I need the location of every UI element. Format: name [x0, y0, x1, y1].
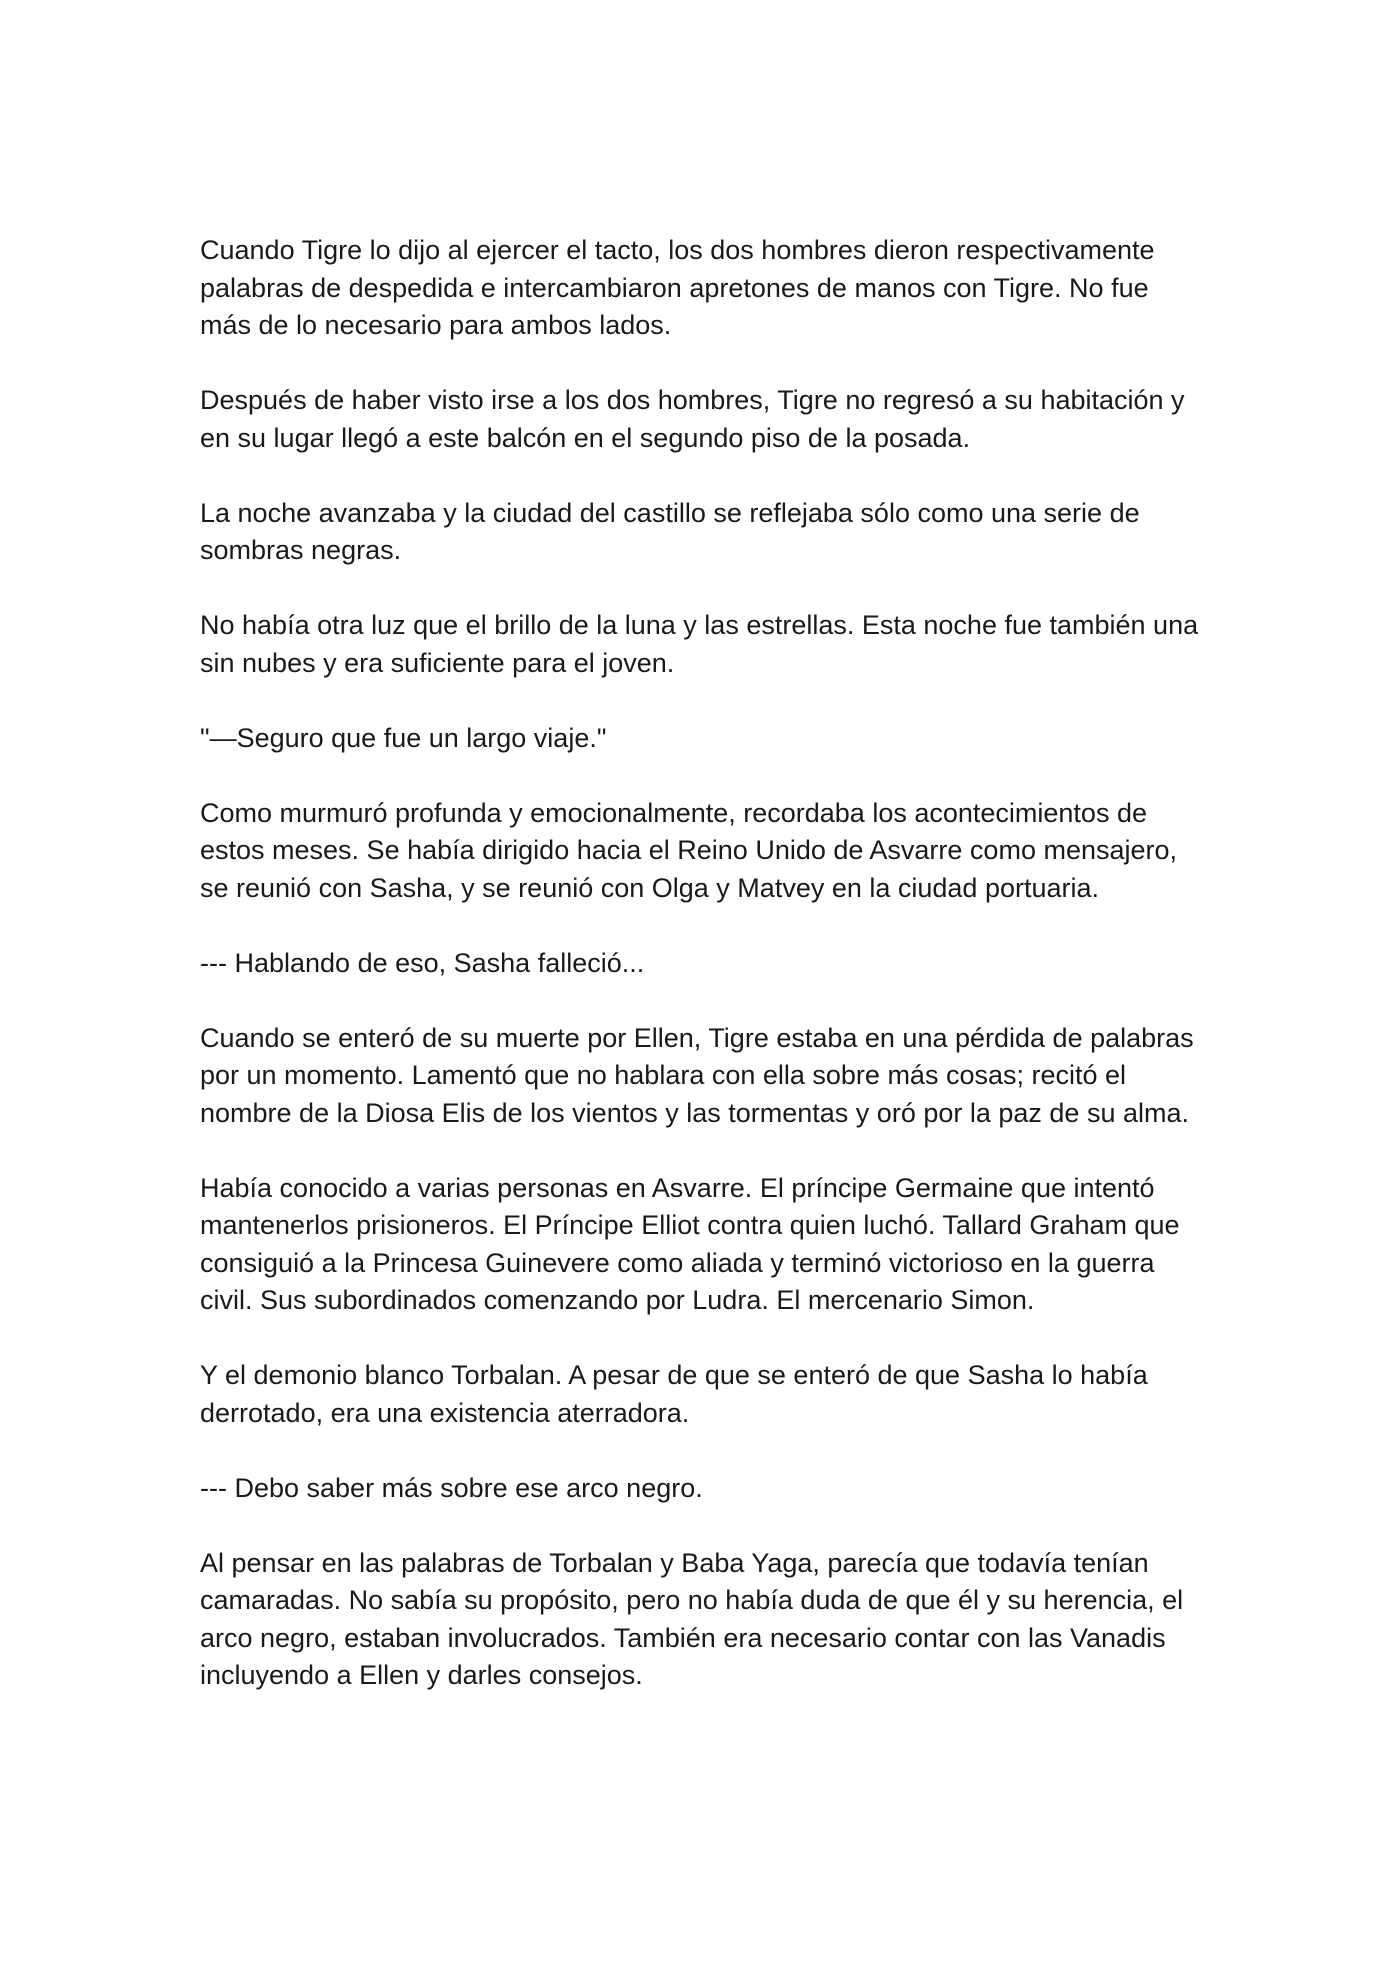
paragraph: Cuando se enteró de su muerte por Ellen, Tigre estaba en una pérdida de palabras por un momento. Lamentó que no hablara con ella sobre más cosas; recitó el nombre de la Diosa Elis de los vientos y las tormentas y oró por la paz de su alma. [200, 1022, 1194, 1128]
paragraph: Cuando Tigre lo dijo al ejercer el tacto, los dos hombres dieron respectivamente palabras de despedida e intercambiaron apretones de manos con Tigre. No fue más de lo necesario para ambos lados. [200, 235, 1155, 340]
inner-thought: --- Hablando de eso, Sasha falleció... [200, 947, 645, 978]
paragraph: No había otra luz que el brillo de la luna y las estrellas. Esta noche fue también una sin nubes y era suficiente para el joven. [200, 610, 1199, 678]
paragraph: Al pensar en las palabras de Torbalan y Baba Yaga, parecía que todavía tenían camaradas. No sabía su propósito, pero no había duda de que él y su herencia, el arco negro, estaban involucrados. También era necesario contar con las Vanadis incluyendo a Ellen y darles consejos. [200, 1547, 1184, 1690]
paragraph: Como murmuró profunda y emocionalmente, recordaba los acontecimientos de estos meses. Se había dirigido hacia el Reino Unido de Asvarre como mensajero, se reunió con Sasha, y se reunió con Olga y Matvey en la ciudad portuaria. [200, 797, 1178, 903]
paragraph: Y el demonio blanco Torbalan. A pesar de que se enteró de que Sasha lo había derrotado, era una existencia aterradora. [200, 1360, 1148, 1428]
paragraph: La noche avanzaba y la ciudad del castillo se reflejaba sólo como una serie de sombras negras. [200, 497, 1140, 565]
inner-thought: --- Debo saber más sobre ese arco negro. [200, 1472, 703, 1503]
dialogue-line: "—Seguro que fue un largo viaje." [200, 722, 607, 753]
paragraph: Después de haber visto irse a los dos hombres, Tigre no regresó a su habitación y en su lugar llegó a este balcón en el segundo piso de la posada. [200, 385, 1185, 453]
paragraph: Había conocido a varias personas en Asvarre. El príncipe Germaine que intentó mantenerlos prisioneros. El Príncipe Elliot contra quien luchó. Tallard Graham que consiguió a la Princesa Guinevere como aliada y terminó victorioso en la guerra civil. Sus subordinados comenzando por Ludra. El mercenario Simon. [200, 1172, 1180, 1315]
document-body [200, 232, 1200, 1695]
